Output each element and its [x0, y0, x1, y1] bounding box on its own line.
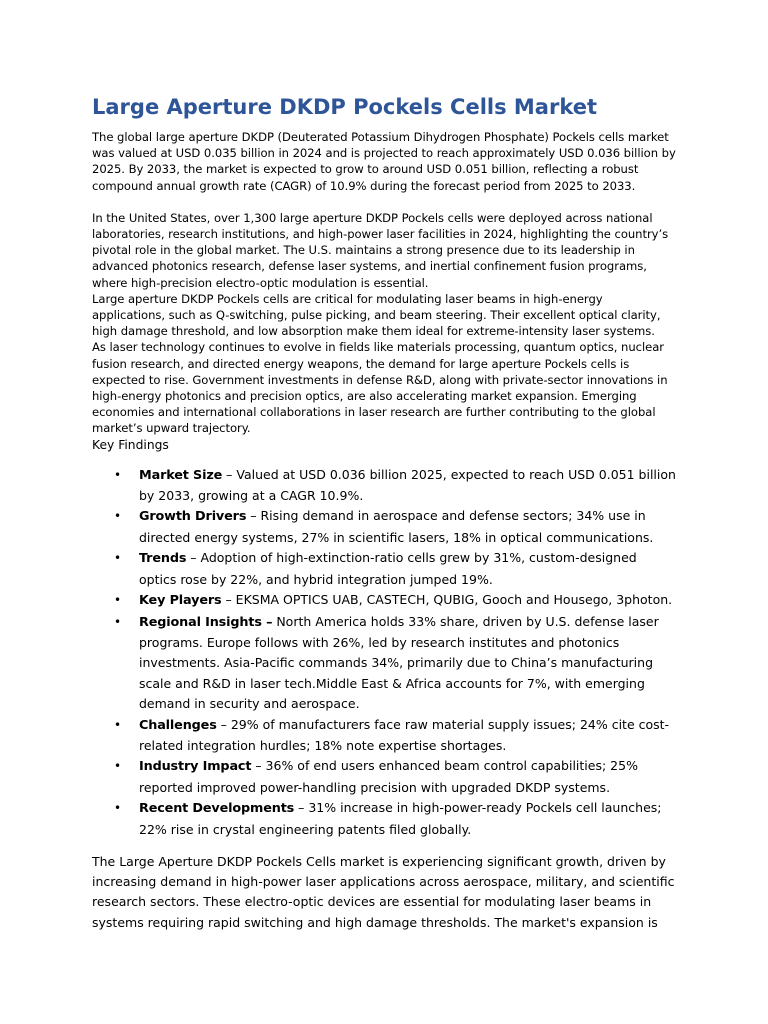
finding-title: Regional Insights – [139, 614, 273, 630]
bullet-icon: • [114, 717, 122, 732]
page-title: Large Aperture DKDP Pockels Cells Market [92, 95, 598, 119]
bullet-icon: • [114, 551, 122, 566]
finding-text: – Valued at USD 0.036 billion 2025, expected to reach USD 0.051 billion by 2033, growing at a CAGR 10.9%. [139, 466, 676, 504]
finding-title: Market Size [139, 467, 223, 483]
finding-title: Industry Impact [139, 759, 252, 775]
finding-trends [114, 548, 676, 590]
finding-title: Recent Developments [139, 801, 295, 817]
finding-text: – Adoption of high-extinction-ratio cells grew by 31%, custom-designed optics rose by 22%, and hybrid integration jumped 19%. [139, 550, 637, 587]
outlook-paragraph: As laser technology continues to evolve in fields like materials processing, quantum optics, nuclear fusion research, and directed energy weapons, the demand for large aperture Pockels cells is expected to rise. Government investments in defense R&D, along with private-sector innovations in high-energy photonics and precision optics, are also accelerating market expansion. Emerging economies and international collaborations in laser research are further contributing to the global market’s upward trajectory. [92, 340, 668, 436]
finding-challenges [114, 715, 676, 757]
finding-text: – 31% increase in high-power-ready Pockels cell launches; 22% rise in crystal engineering patents filed globally. [139, 800, 662, 837]
finding-key-players [114, 590, 676, 611]
intro-paragraph: The global large aperture DKDP (Deuterated Potassium Dihydrogen Phosphate) Pockels cells market was valued at USD 0.035 billion in 2024 and is projected to reach approximately USD 0.036 billion by 2025. By 2033, the market is expected to grow to around USD 0.051 billion, reflecting a robust compound annual growth rate (CAGR) of 10.9% during the forecast period from 2025 to 2033. [92, 130, 676, 193]
finding-text: – 36% of end users enhanced beam control capabilities; 25% reported improved power-handling precision with upgraded DKDP systems. [139, 758, 638, 795]
bullet-icon: • [114, 467, 122, 482]
finding-title: Challenges [139, 717, 217, 733]
bullet-icon: • [114, 614, 122, 629]
bullet-icon: • [114, 593, 122, 608]
finding-market-size [114, 465, 676, 507]
key-findings-list [92, 465, 676, 840]
bullet-icon: • [114, 801, 122, 816]
finding-regional-insights [114, 612, 676, 715]
finding-text: – 29% of manufacturers face raw material supply issues; 24% cite cost-related integration hurdles; 18% note expertise shortages. [139, 716, 670, 753]
bullet-icon: • [114, 759, 122, 774]
finding-growth-drivers [114, 506, 676, 548]
finding-title: Growth Drivers [139, 509, 247, 525]
key-findings-heading: Key Findings [92, 437, 169, 452]
us-market-paragraph: In the United States, over 1,300 large aperture DKDP Pockels cells were deployed across national laboratories, research institutions, and high-power laser facilities in 2024, highlighting the country’s pivotal role in the global market. The U.S. maintains a strong presence due to its leadership in advanced photonics research, defense laser systems, and inertial confinement fusion programs, where high-precision electro-optic modulation is essential. [92, 210, 669, 290]
finding-title: Trends [139, 551, 187, 567]
finding-title: Key Players [139, 593, 222, 609]
finding-recent-developments [114, 798, 676, 840]
finding-text: North America holds 33% share, driven by U.S. defense laser programs. Europe follows with 26%, led by research institutes and photonics investments. Asia-Pacific commands 34%, primarily due to China’s manufacturing scale and R&D in laser tech.Middle East & Africa accounts for 7%, with emerging demand in security and aerospace. [139, 613, 659, 712]
applications-paragraph: Large aperture DKDP Pockels cells are critical for modulating laser beams in high-energy applications, such as Q-switching, pulse picking, and beam steering. Their excellent optical clarity, high damage threshold, and low absorption make them ideal for extreme-intensity laser systems. [92, 291, 661, 339]
finding-text: – Rising demand in aerospace and defense sectors; 34% use in directed energy systems, 27% in scientific lasers, 18% in optical communications. [139, 508, 654, 545]
closing-paragraph: The Large Aperture DKDP Pockels Cells market is experiencing significant growth, driven by increasing demand in high-power laser applications across aerospace, military, and scientific research sectors. These electro-optic devices are essential for modulating laser beams in systems requiring rapid switching and high damage thresholds. The market's expansion is [92, 853, 675, 930]
bullet-icon: • [114, 509, 122, 524]
finding-industry-impact [114, 756, 676, 798]
finding-text: – EKSMA OPTICS UAB, CASTECH, QUBIG, Gooch and Housego, 3photon. [221, 592, 673, 608]
